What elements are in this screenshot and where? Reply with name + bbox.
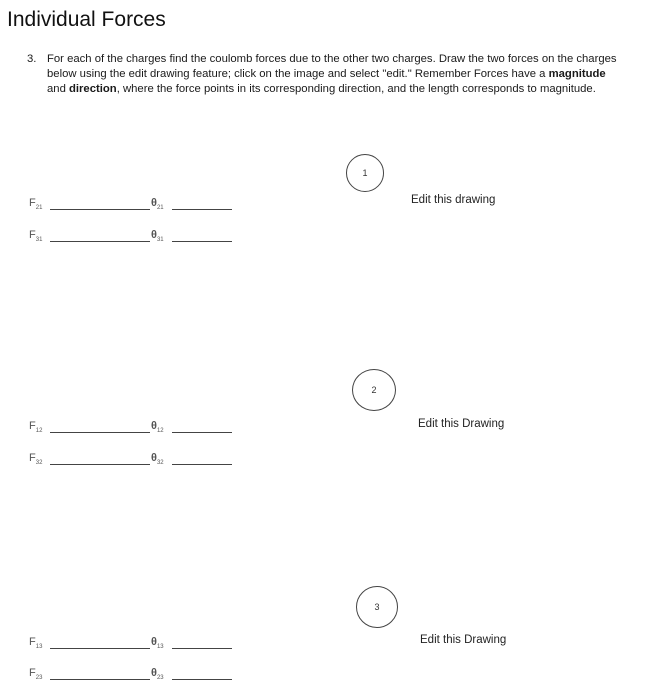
charge-1-drawing[interactable]	[346, 154, 384, 192]
angle-31-label: $\theta_{31}$	[151, 229, 164, 243]
force-21-input[interactable]	[50, 209, 150, 210]
question-number: 3.	[27, 53, 37, 65]
angle-32-label: $\theta_{32}$	[151, 452, 164, 466]
charge-3-label: 3	[374, 602, 380, 612]
force-12-input[interactable]	[50, 432, 150, 433]
force-21-label: $F_{21}$	[29, 197, 43, 211]
force-32-label: $F_{32}$	[29, 452, 43, 466]
force-13-label: $F_{13}$	[29, 636, 43, 650]
angle-23-label: $\theta_{23}$	[151, 667, 164, 681]
magnitude-term: magnitude	[548, 68, 606, 80]
direction-term: direction	[69, 83, 117, 95]
charge-1-label: 1	[362, 168, 368, 178]
question-3	[27, 52, 627, 97]
angle-12-label: $\theta_{12}$	[151, 420, 164, 434]
edit-drawing-2-link[interactable]: Edit this Drawing	[418, 418, 505, 430]
force-13-input[interactable]	[50, 648, 150, 649]
angle-21-label: $\theta_{21}$	[151, 197, 164, 211]
charge-2-label: 2	[371, 385, 377, 395]
force-31-input[interactable]	[50, 241, 150, 242]
edit-drawing-3-link[interactable]: Edit this Drawing	[420, 634, 507, 646]
angle-32-input[interactable]	[172, 464, 232, 465]
force-23-label: $F_{23}$	[29, 667, 43, 681]
charge-2-drawing[interactable]	[352, 369, 396, 411]
force-31-label: $F_{31}$	[29, 229, 43, 243]
question-text	[47, 52, 627, 97]
angle-13-input[interactable]	[172, 648, 232, 649]
force-23-input[interactable]	[50, 679, 150, 680]
page-title: Individual Forces	[7, 8, 166, 31]
angle-31-input[interactable]	[172, 241, 232, 242]
angle-13-label: $\theta_{13}$	[151, 636, 164, 650]
charge-3-drawing[interactable]	[356, 586, 398, 628]
question-text-part-2: and	[47, 83, 69, 95]
angle-12-input[interactable]	[172, 432, 232, 433]
force-12-label: $F_{12}$	[29, 420, 43, 434]
question-text-part-3: , where the force points in its corresponding direction, and the length corresponds to magnitude.	[116, 83, 596, 95]
edit-drawing-1-link[interactable]: Edit this drawing	[411, 194, 496, 206]
angle-21-input[interactable]	[172, 209, 232, 210]
angle-23-input[interactable]	[172, 679, 232, 680]
force-32-input[interactable]	[50, 464, 150, 465]
question-text-part-1: For each of the charges find the coulomb forces due to the other two charges. Draw the two forces on the charges below using the edit drawing feature; click on the image and select "edit." Remember Forces have a	[47, 53, 617, 80]
